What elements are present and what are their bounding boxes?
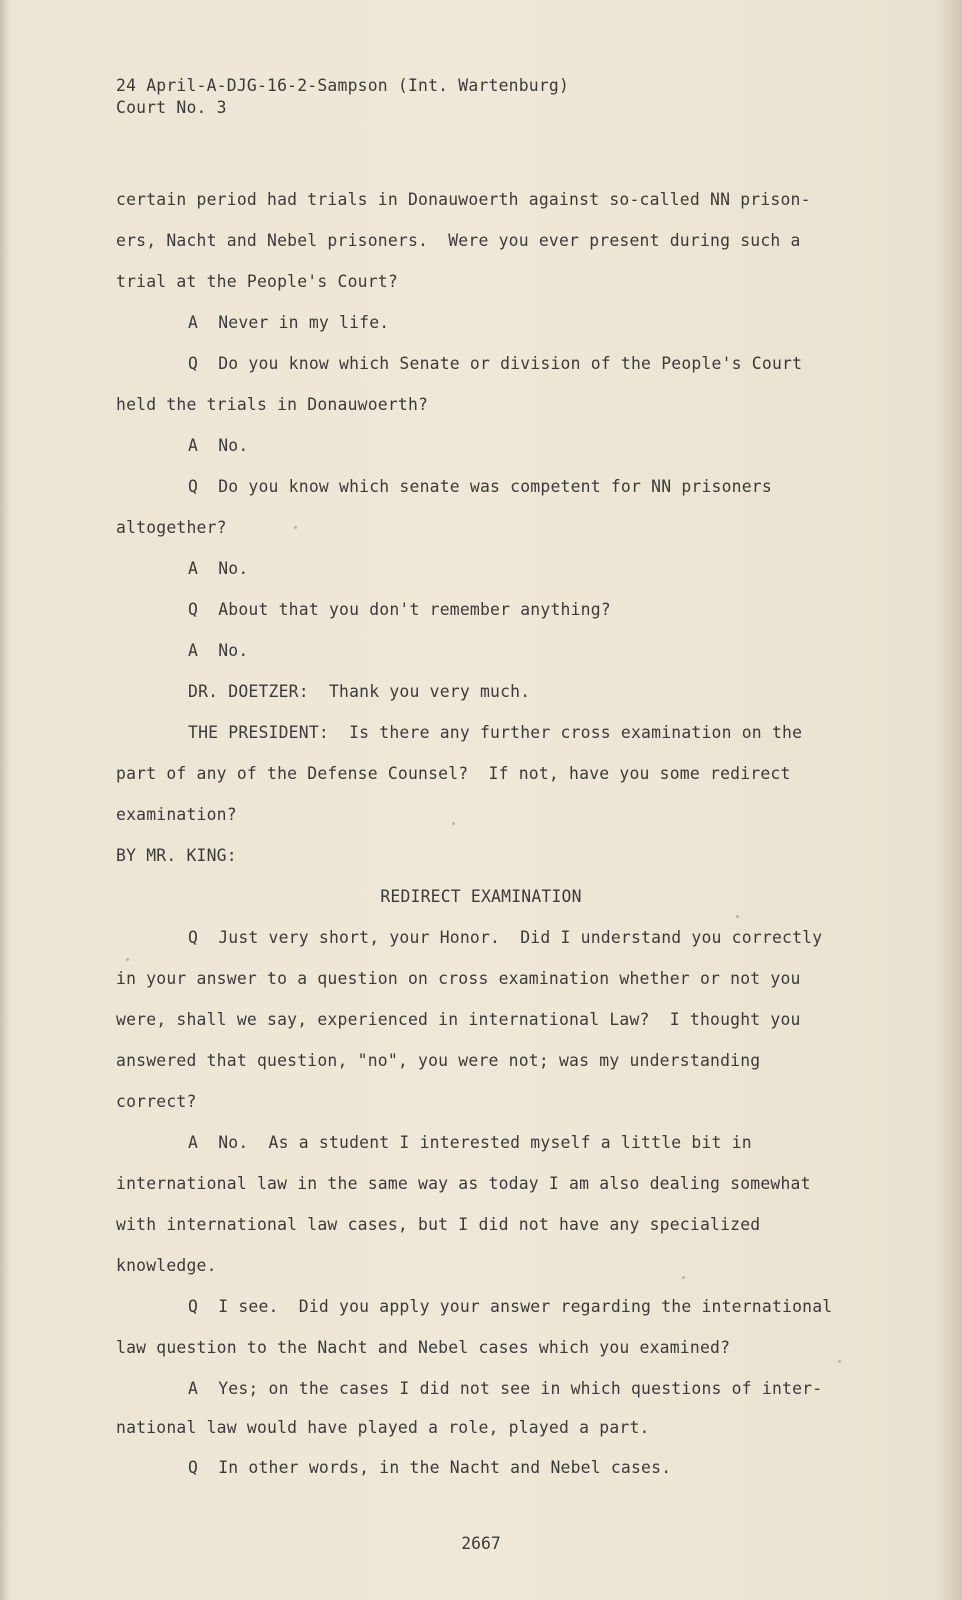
text-line: examination? [116,805,237,824]
paper-speck [452,822,455,825]
question-line: Q About that you don't remember anything? [188,600,611,619]
paper-speck [838,1360,841,1363]
text-line: held the trials in Donauwoerth? [116,395,429,414]
paper-speck [736,915,739,918]
paper-speck [126,958,129,961]
text-line: trial at the People's Court? [116,272,398,291]
text-line: in your answer to a question on cross examination whether or not you [116,969,801,988]
section-heading: REDIRECT EXAMINATION [380,887,582,906]
text-line: altogether? [116,518,227,537]
answer-line: A Yes; on the cases I did not see in which questions of inter- [188,1379,823,1398]
page-number: 2667 [461,1534,501,1553]
answer-line: A No. [188,559,249,578]
text-line: law question to the Nacht and Nebel cases which you examined? [116,1338,731,1357]
answer-line: A No. [188,641,249,660]
header-court-number: Court No. 3 [116,98,227,117]
text-line: correct? [116,1092,197,1111]
header-reference: 24 April-A-DJG-16-2-Sampson (Int. Wartenburg) [116,76,570,95]
answer-line: A No. As a student I interested myself a little bit in [188,1133,752,1152]
paper-speck [294,526,297,529]
text-line: ers, Nacht and Nebel prisoners. Were you ever present during such a [116,231,801,250]
text-line: national law would have played a role, played a part. [116,1418,650,1437]
text-line: were, shall we say, experienced in international Law? I thought you [116,1010,801,1029]
text-line: certain period had trials in Donauwoerth against so-called NN prison- [116,190,811,209]
text-line: knowledge. [116,1256,217,1275]
text-line: international law in the same way as today I am also dealing somewhat [116,1174,811,1193]
speaker-line: DR. DOETZER: Thank you very much. [188,682,531,701]
examiner-line: BY MR. KING: [116,846,237,865]
paper-speck [682,1276,685,1279]
question-line: Q Just very short, your Honor. Did I understand you correctly [188,928,823,947]
speaker-line: THE PRESIDENT: Is there any further cross examination on the [188,723,803,742]
question-line: Q Do you know which senate was competent for NN prisoners [188,477,772,496]
question-line: Q In other words, in the Nacht and Nebel cases. [188,1458,672,1477]
answer-line: A Never in my life. [188,313,390,332]
text-line: part of any of the Defense Counsel? If not, have you some redirect [116,764,791,783]
question-line: Q Do you know which Senate or division of the People's Court [188,354,803,373]
text-line: with international law cases, but I did not have any specialized [116,1215,761,1234]
question-line: Q I see. Did you apply your answer regarding the international [188,1297,833,1316]
answer-line: A No. [188,436,249,455]
text-line: answered that question, "no", you were not; was my understanding [116,1051,761,1070]
